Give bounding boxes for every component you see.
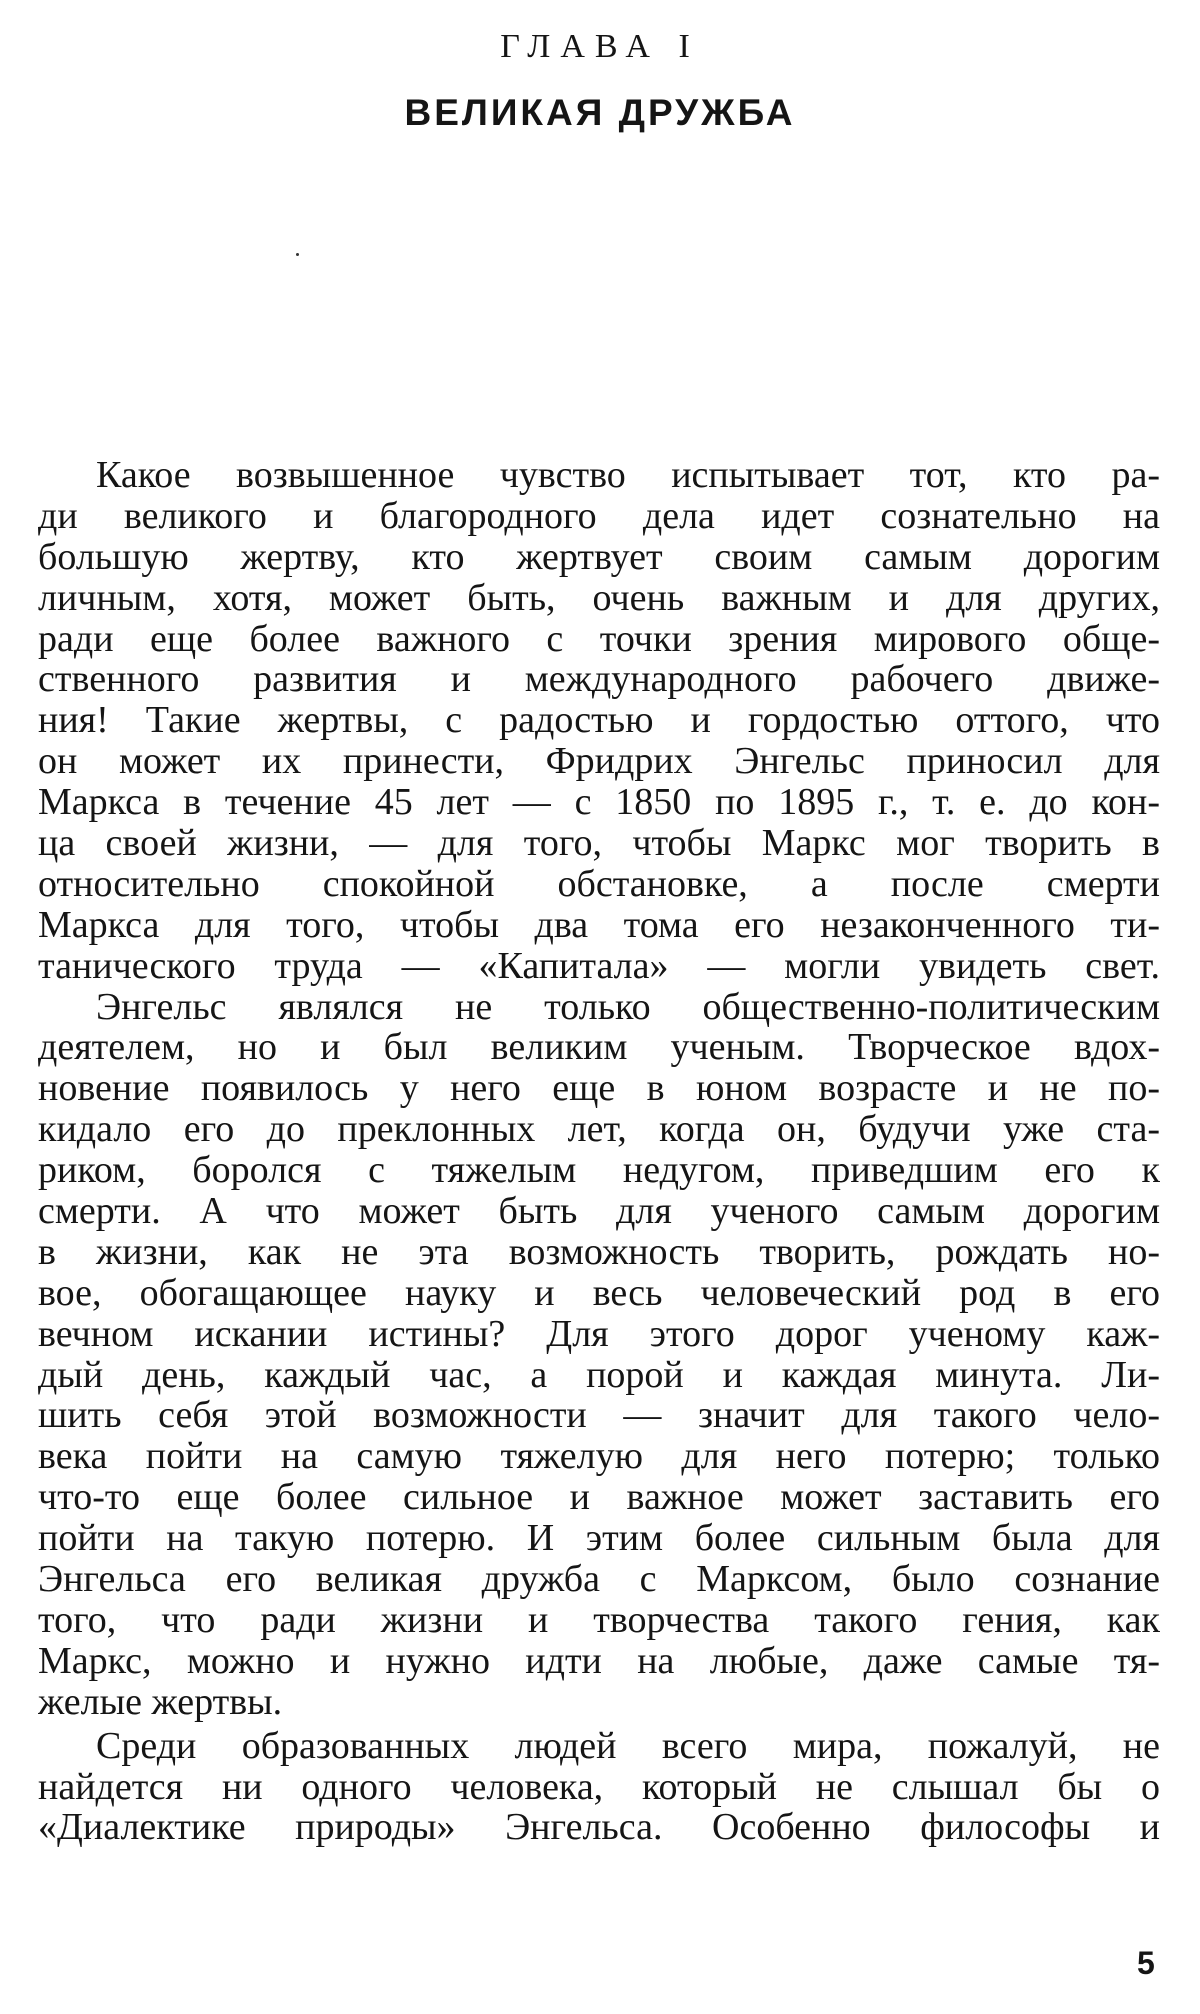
text-line: риком, боролся с тяжелым недугом, приведшим его к	[38, 1150, 1160, 1192]
page-number: 5	[1137, 1945, 1155, 1981]
text-line: Маркса для того, чтобы два тома его незаконченного ти-	[38, 904, 1160, 946]
chapter-title: ВЕЛИКАЯ ДРУЖБА	[404, 92, 796, 133]
text-line: танического труда — «Капитала» — могли увидеть свет.	[38, 945, 1160, 987]
text-line: ния! Такие жертвы, с радостью и гордостью оттого, что	[38, 700, 1160, 742]
text-line: того, что ради жизни и творчества такого гения, как	[38, 1599, 1160, 1641]
text-line: большую жертву, кто жертвует своим самым дорогим	[38, 536, 1160, 578]
print-speck	[296, 253, 299, 256]
text-line: Энгельса его великая дружба с Марксом, было сознание	[38, 1559, 1160, 1600]
paragraph-1	[38, 455, 1160, 987]
text-line: дый день, каждый час, а порой и каждая минута. Ли-	[38, 1354, 1160, 1396]
text-line: вое, обогащающее науку и весь человеческий род в его	[38, 1272, 1160, 1314]
text-line: Среди образованных людей всего мира, пожалуй, не	[96, 1725, 1160, 1767]
text-line: желые жертвы.	[38, 1681, 283, 1723]
text-line: «Диалектике природы» Энгельса. Особенно философы и	[38, 1807, 1160, 1849]
text-line: смерти. А что может быть для ученого самым дорогим	[38, 1191, 1160, 1232]
text-line: Энгельс являлся не только общественно-политическим	[96, 986, 1160, 1028]
text-line: века пойти на самую тяжелую для него потерю; только	[38, 1436, 1160, 1478]
body-text	[38, 455, 1160, 1848]
text-line: ди великого и благородного дела идет сознательно на	[38, 495, 1160, 537]
text-line: ца своей жизни, — для того, чтобы Маркс мог творить в	[38, 823, 1160, 864]
text-line: что-то еще более сильное и важное может заставить его	[38, 1477, 1160, 1519]
text-line: найдется ни одного человека, который не слышал бы о	[38, 1766, 1160, 1808]
text-line: личным, хотя, может быть, очень важным и для других,	[38, 577, 1160, 619]
paragraph-3	[38, 1726, 1160, 1849]
text-line: Какое возвышенное чувство испытывает тот, кто ра-	[96, 455, 1160, 496]
text-line: кидало его до преклонных лет, когда он, будучи уже ста-	[38, 1109, 1160, 1151]
text-line: Маркс, можно и нужно идти на любые, даже самые тя-	[38, 1640, 1160, 1682]
text-line: пойти на такую потерю. И этим более сильным была для	[38, 1518, 1160, 1560]
chapter-label: ГЛАВА I	[500, 28, 700, 65]
text-line: шить себя этой возможности — значит для такого чело-	[38, 1395, 1160, 1437]
text-line: новение появилось у него еще в юном возрасте и не по-	[38, 1068, 1160, 1110]
paragraph-2	[38, 987, 1160, 1723]
text-line: в жизни, как не эта возможность творить, рождать но-	[38, 1231, 1160, 1273]
text-line: деятелем, но и был великим ученым. Творческое вдох-	[38, 1027, 1160, 1069]
text-line: вечном искании истины? Для этого дорог ученому каж-	[38, 1313, 1160, 1355]
text-line: ради еще более важного с точки зрения мирового обще-	[38, 618, 1160, 660]
text-line: он может их принести, Фридрих Энгельс приносил для	[38, 741, 1160, 783]
text-line: ственного развития и международного рабочего движе-	[38, 659, 1160, 701]
text-line: Маркса в течение 45 лет — с 1850 по 1895 г., т. е. до кон-	[38, 782, 1160, 824]
text-line: относительно спокойной обстановке, а после смерти	[38, 863, 1160, 905]
